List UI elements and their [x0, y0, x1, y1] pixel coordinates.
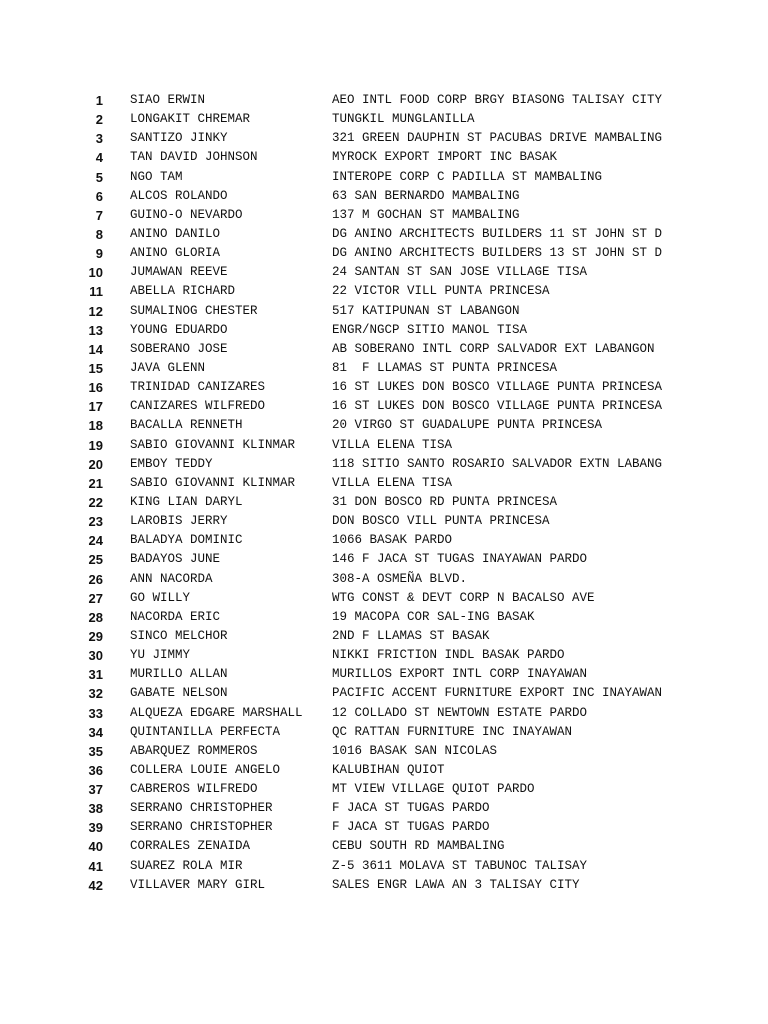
record-address: 24 SANTAN ST SAN JOSE VILLAGE TISA [332, 265, 588, 280]
record-number: 30 [88, 648, 103, 664]
record-name: ALQUEZA EDGARE MARSHALL [130, 705, 303, 720]
record-row [0, 876, 768, 895]
record-name: SANTIZO JINKY [130, 131, 228, 146]
record-name: CANIZARES WILFREDO [130, 399, 266, 414]
record-number: 4 [95, 150, 103, 166]
record-address: Z-5 3611 MOLAVA ST TABUNOC TALISAY [332, 858, 588, 873]
record-address: 16 ST LUKES DON BOSCO VILLAGE PUNTA PRINCESA [332, 380, 663, 395]
record-address: 146 F JACA ST TUGAS INAYAWAN PARDO [332, 552, 588, 567]
record-row [0, 302, 768, 321]
record-number: 2 [95, 112, 103, 128]
record-number: 7 [95, 207, 103, 223]
record-number: 15 [88, 360, 103, 376]
record-number: 9 [95, 246, 103, 262]
record-name: QUINTANILLA PERFECTA [130, 724, 281, 739]
record-address: 20 VIRGO ST GUADALUPE PUNTA PRINCESA [332, 418, 603, 433]
record-name: YOUNG EDUARDO [130, 322, 228, 337]
record-name: SINCO MELCHOR [130, 628, 228, 643]
record-address: F JACA ST TUGAS PARDO [332, 820, 490, 835]
record-row [0, 742, 768, 761]
record-name: ABARQUEZ ROMMEROS [130, 743, 258, 758]
record-row [0, 589, 768, 608]
record-number: 32 [88, 686, 103, 702]
record-address: TUNGKIL MUNGLANILLA [332, 112, 475, 127]
record-address: 1066 BASAK PARDO [332, 533, 453, 548]
record-address: 16 ST LUKES DON BOSCO VILLAGE PUNTA PRINCESA [332, 399, 663, 414]
record-number: 23 [88, 514, 103, 530]
record-address: DG ANINO ARCHITECTS BUILDERS 13 ST JOHN ST D [332, 246, 663, 261]
record-name: SERRANO CHRISTOPHER [130, 801, 273, 816]
record-address: MYROCK EXPORT IMPORT INC BASAK [332, 150, 558, 165]
record-number: 26 [88, 571, 103, 587]
record-row [0, 627, 768, 646]
record-name: NACORDA ERIC [130, 609, 221, 624]
record-address: AB SOBERANO INTL CORP SALVADOR EXT LABANGON [332, 341, 655, 356]
record-row [0, 168, 768, 187]
record-name: YU JIMMY [130, 648, 191, 663]
record-number: 38 [88, 801, 103, 817]
record-number: 16 [88, 380, 103, 396]
record-row [0, 780, 768, 799]
record-name: SABIO GIOVANNI KLINMAR [130, 475, 296, 490]
record-name: BACALLA RENNETH [130, 418, 243, 433]
record-address: 22 VICTOR VILL PUNTA PRINCESA [332, 284, 550, 299]
record-name: BADAYOS JUNE [130, 552, 221, 567]
record-number: 10 [88, 265, 103, 281]
record-number: 21 [88, 475, 103, 491]
record-row [0, 110, 768, 129]
record-number: 36 [88, 762, 103, 778]
record-name: CABREROS WILFREDO [130, 782, 258, 797]
record-number: 8 [95, 226, 103, 242]
record-number: 1 [95, 93, 103, 108]
record-row [0, 416, 768, 435]
record-name: TAN DAVID JOHNSON [130, 150, 258, 165]
record-number: 33 [88, 705, 103, 721]
record-number: 5 [95, 169, 103, 185]
record-row [0, 244, 768, 263]
record-name: SIAO ERWIN [130, 93, 206, 107]
record-address: 118 SITIO SANTO ROSARIO SALVADOR EXTN LABANG [332, 456, 663, 471]
record-name: COLLERA LOUIE ANGELO [130, 762, 281, 777]
record-address: 31 DON BOSCO RD PUNTA PRINCESA [332, 494, 558, 509]
record-number: 19 [88, 437, 103, 453]
record-list [0, 91, 768, 895]
record-row [0, 474, 768, 493]
record-row [0, 665, 768, 684]
record-address: VILLA ELENA TISA [332, 475, 453, 490]
record-number: 37 [88, 782, 103, 798]
record-address: ENGR/NGCP SITIO MANOL TISA [332, 322, 528, 337]
record-name: TRINIDAD CANIZARES [130, 380, 266, 395]
record-row [0, 340, 768, 359]
record-row [0, 608, 768, 627]
record-row [0, 493, 768, 512]
record-address: QC RATTAN FURNITURE INC INAYAWAN [332, 724, 573, 739]
record-row [0, 321, 768, 340]
record-number: 12 [88, 303, 103, 319]
record-row [0, 531, 768, 550]
record-row [0, 187, 768, 206]
record-name: BALADYA DOMINIC [130, 533, 243, 548]
record-row [0, 761, 768, 780]
record-row [0, 206, 768, 225]
record-name: VILLAVER MARY GIRL [130, 877, 266, 892]
record-name: JUMAWAN REEVE [130, 265, 228, 280]
record-row [0, 378, 768, 397]
record-name: EMBOY TEDDY [130, 456, 213, 471]
record-number: 31 [88, 667, 103, 683]
record-number: 39 [88, 820, 103, 836]
record-address: SALES ENGR LAWA AN 3 TALISAY CITY [332, 877, 580, 892]
record-number: 29 [88, 628, 103, 644]
record-number: 24 [88, 533, 103, 549]
record-number: 14 [88, 341, 103, 357]
record-row [0, 282, 768, 301]
record-address: 81 F LLAMAS ST PUNTA PRINCESA [332, 360, 558, 375]
record-number: 22 [88, 494, 103, 510]
record-address: VILLA ELENA TISA [332, 437, 453, 452]
record-row [0, 455, 768, 474]
record-row [0, 263, 768, 282]
record-address: 308-A OSMEÑA BLVD. [332, 571, 468, 586]
record-number: 13 [88, 322, 103, 338]
record-name: ANINO GLORIA [130, 246, 221, 261]
record-number: 35 [88, 743, 103, 759]
record-row [0, 397, 768, 416]
record-row [0, 704, 768, 723]
record-address: 137 M GOCHAN ST MAMBALING [332, 207, 520, 222]
record-row [0, 799, 768, 818]
record-name: LAROBIS JERRY [130, 514, 228, 529]
record-address: 1016 BASAK SAN NICOLAS [332, 743, 498, 758]
record-address: 19 MACOPA COR SAL-ING BASAK [332, 609, 535, 624]
record-address: 12 COLLADO ST NEWTOWN ESTATE PARDO [332, 705, 588, 720]
record-address: NIKKI FRICTION INDL BASAK PARDO [332, 648, 565, 663]
record-name: ABELLA RICHARD [130, 284, 236, 299]
record-number: 20 [88, 456, 103, 472]
record-name: GUINO-O NEVARDO [130, 207, 243, 222]
record-address: DG ANINO ARCHITECTS BUILDERS 11 ST JOHN ST D [332, 226, 663, 241]
record-address: F JACA ST TUGAS PARDO [332, 801, 490, 816]
record-address: 63 SAN BERNARDO MAMBALING [332, 188, 520, 203]
record-row [0, 436, 768, 455]
record-number: 34 [88, 724, 103, 740]
record-row [0, 684, 768, 703]
record-number: 41 [88, 858, 103, 874]
record-name: SOBERANO JOSE [130, 341, 228, 356]
record-address: DON BOSCO VILL PUNTA PRINCESA [332, 514, 550, 529]
record-address: AEO INTL FOOD CORP BRGY BIASONG TALISAY CITY [332, 93, 663, 107]
record-number: 3 [95, 131, 103, 147]
record-row [0, 91, 768, 110]
record-number: 18 [88, 418, 103, 434]
record-name: ANINO DANILO [130, 226, 221, 241]
record-number: 42 [88, 877, 103, 893]
record-address: 321 GREEN DAUPHIN ST PACUBAS DRIVE MAMBALING [332, 131, 663, 146]
record-row [0, 837, 768, 856]
record-address: INTEROPE CORP C PADILLA ST MAMBALING [332, 169, 603, 184]
record-row [0, 359, 768, 378]
record-address: KALUBIHAN QUIOT [332, 762, 445, 777]
record-number: 27 [88, 590, 103, 606]
record-name: SABIO GIOVANNI KLINMAR [130, 437, 296, 452]
record-row [0, 818, 768, 837]
record-row [0, 857, 768, 876]
record-address: MURILLOS EXPORT INTL CORP INAYAWAN [332, 667, 588, 682]
record-name: NGO TAM [130, 169, 183, 184]
record-name: CORRALES ZENAIDA [130, 839, 251, 854]
record-address: CEBU SOUTH RD MAMBALING [332, 839, 505, 854]
record-address: WTG CONST & DEVT CORP N BACALSO AVE [332, 590, 595, 605]
record-name: ANN NACORDA [130, 571, 213, 586]
record-row [0, 570, 768, 589]
record-address: PACIFIC ACCENT FURNITURE EXPORT INC INAYAWAN [332, 686, 663, 701]
record-name: LONGAKIT CHREMAR [130, 112, 251, 127]
record-name: GABATE NELSON [130, 686, 228, 701]
record-row [0, 148, 768, 167]
record-row [0, 723, 768, 742]
record-address: 2ND F LLAMAS ST BASAK [332, 628, 490, 643]
record-number: 11 [89, 284, 103, 300]
record-row [0, 646, 768, 665]
record-number: 6 [95, 188, 103, 204]
record-number: 17 [88, 399, 103, 415]
record-name: KING LIAN DARYL [130, 494, 243, 509]
record-number: 40 [88, 839, 103, 855]
record-row [0, 550, 768, 569]
record-address: MT VIEW VILLAGE QUIOT PARDO [332, 782, 535, 797]
record-name: SERRANO CHRISTOPHER [130, 820, 273, 835]
record-name: JAVA GLENN [130, 360, 206, 375]
record-row [0, 225, 768, 244]
record-number: 28 [88, 609, 103, 625]
record-name: SUAREZ ROLA MIR [130, 858, 243, 873]
record-name: ALCOS ROLANDO [130, 188, 228, 203]
record-row [0, 512, 768, 531]
record-row [0, 129, 768, 148]
record-name: GO WILLY [130, 590, 191, 605]
record-number: 25 [88, 552, 103, 568]
record-address: 517 KATIPUNAN ST LABANGON [332, 303, 520, 318]
record-name: SUMALINOG CHESTER [130, 303, 258, 318]
record-name: MURILLO ALLAN [130, 667, 228, 682]
